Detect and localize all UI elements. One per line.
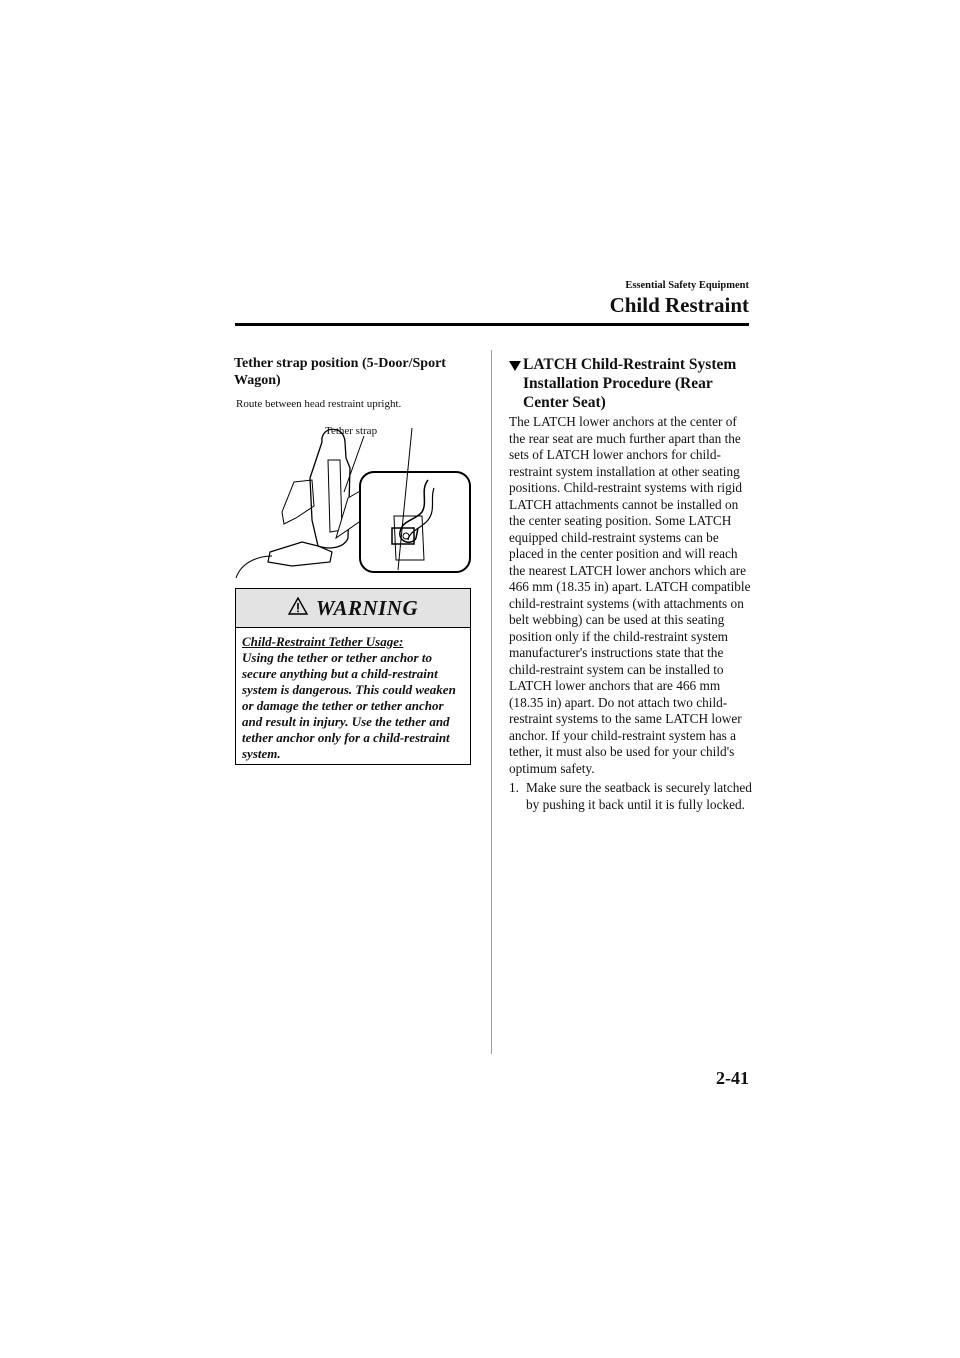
warning-box: [235, 588, 471, 765]
illustration-caption: Route between head restraint upright.: [236, 398, 402, 410]
latch-paragraph: The LATCH lower anchors at the center of the rear seat are much further apart than the sets of LATCH lower anchors for child-restraint system installation at other seating positions. Child-restraint systems with rigid LATCH attachments cannot be installed on the center seating position. Some LATCH equipped child-restraint systems can be placed in the center position and will reach the nearest LATCH lower anchors which are 466 mm (18.35 in) apart. LATCH compatible child-restraint systems (with attachments on belt webbing) can be used at this seating position only if the child-restraint system manufacturer's instructions state that the child-restraint system can be installed to LATCH lower anchors that are 466 mm (18.35 in) apart. Do not attach two child-restraint systems to the same LATCH lower anchor. If your child-restraint system has a tether, it must also be used for your child's optimum safety.: [509, 414, 751, 776]
header-rule: [235, 323, 749, 326]
latch-section-heading-text: LATCH Child-Restraint System Installation Procedure (Rear Center Seat): [523, 356, 737, 411]
warning-title: WARNING: [315, 595, 419, 620]
warning-body: [236, 628, 470, 762]
column-divider: [491, 350, 492, 1054]
page-number: 2-41: [716, 1068, 749, 1088]
list-item: [509, 780, 753, 813]
step-list: [509, 780, 753, 813]
tether-strap-illustration: [232, 420, 474, 580]
warning-subhead: Child-Restraint Tether Usage:: [242, 634, 404, 649]
header-section-label: Essential Safety Equipment: [625, 280, 749, 291]
step-text: Make sure the seatback is securely latched by pushing it back until it is fully locked.: [526, 780, 752, 812]
warning-header: [236, 589, 470, 628]
warning-triangle-icon: [288, 597, 308, 620]
step-number: 1.: [509, 780, 519, 795]
warning-text: Using the tether or tether anchor to secure anything but a child-restraint system is dangerous. This could weaken or damage the tether or tether anchor and result in injury. Use the tether and tether anchor only for a child-restraint system.: [242, 650, 456, 761]
latch-section-heading: [509, 355, 759, 412]
tether-position-heading: Tether strap position (5-Door/Sport Wagon): [234, 356, 446, 388]
page-title: Child Restraint: [609, 293, 749, 317]
tether-strap-label: Tether strap: [325, 425, 378, 437]
